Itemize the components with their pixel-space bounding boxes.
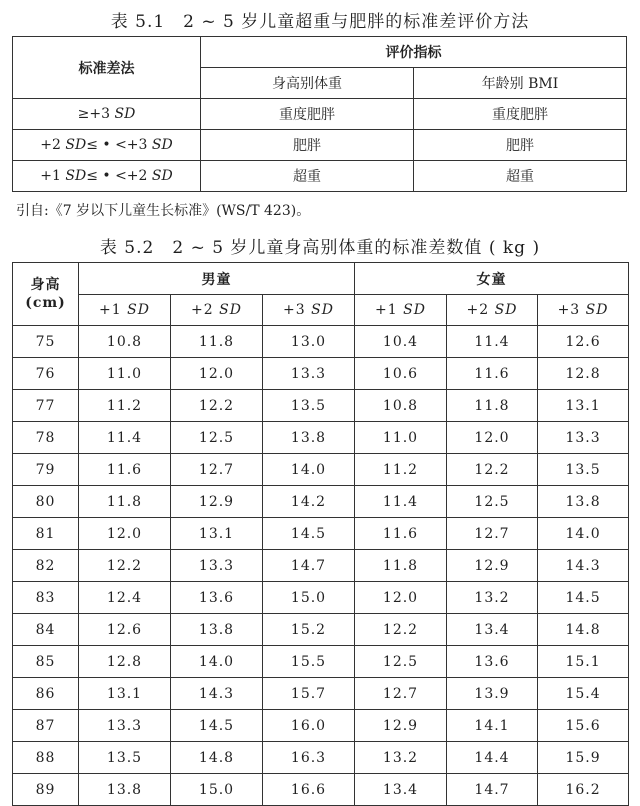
girls-sd3-cell: 12.6 bbox=[538, 326, 629, 358]
girls-sd1-cell: 11.4 bbox=[355, 486, 447, 518]
boys-sd1-cell: 11.4 bbox=[79, 422, 171, 454]
height-cell: 85 bbox=[13, 646, 79, 678]
boys-sd1-cell: 13.5 bbox=[79, 742, 171, 774]
bmi-for-age-header: 年龄别 BMI bbox=[414, 68, 627, 99]
boys-sd3-cell: 15.2 bbox=[263, 614, 355, 646]
weight-for-height-result: 超重 bbox=[201, 161, 414, 192]
boys-sd2-cell: 12.5 bbox=[171, 422, 263, 454]
boys-sd1-cell: 11.8 bbox=[79, 486, 171, 518]
girls-sd3-cell: 14.8 bbox=[538, 614, 629, 646]
boys-sd1-cell: 12.6 bbox=[79, 614, 171, 646]
boys-sd3-cell: 14.7 bbox=[263, 550, 355, 582]
weight-for-height-result: 肥胖 bbox=[201, 130, 414, 161]
height-cell: 77 bbox=[13, 390, 79, 422]
table-row bbox=[13, 358, 629, 390]
boys-sd3-cell: 13.0 bbox=[263, 326, 355, 358]
girls-sd2-cell: 12.9 bbox=[447, 550, 538, 582]
girls-sd2-cell: 11.6 bbox=[447, 358, 538, 390]
girls-sd3-cell: 15.6 bbox=[538, 710, 629, 742]
girls-sd2-cell: 13.9 bbox=[447, 678, 538, 710]
boys-sd1-cell: 11.6 bbox=[79, 454, 171, 486]
table-row bbox=[13, 454, 629, 486]
boys-sd2-cell: 13.1 bbox=[171, 518, 263, 550]
girls-header: 女童 bbox=[355, 263, 629, 295]
boys-sd1-cell: 13.1 bbox=[79, 678, 171, 710]
boys-sd1-cell: 12.2 bbox=[79, 550, 171, 582]
girls-sd2-cell: 13.2 bbox=[447, 582, 538, 614]
evaluation-index-header: 评价指标 bbox=[201, 37, 627, 68]
sd-condition: +2 SD≤ • <+3 SD bbox=[13, 130, 201, 161]
girls-sd2-cell: 14.4 bbox=[447, 742, 538, 774]
boys-sd3-cell: 15.7 bbox=[263, 678, 355, 710]
sd-condition: ≥+3 SD bbox=[13, 99, 201, 130]
boys-sd2-cell: 13.8 bbox=[171, 614, 263, 646]
height-cell: 86 bbox=[13, 678, 79, 710]
girls-sd2-cell: 12.2 bbox=[447, 454, 538, 486]
boys-sd1-cell: 11.2 bbox=[79, 390, 171, 422]
boys-sd2-cell: 12.2 bbox=[171, 390, 263, 422]
height-cell: 76 bbox=[13, 358, 79, 390]
boys-sd1-cell: 11.0 bbox=[79, 358, 171, 390]
boys-header: 男童 bbox=[79, 263, 355, 295]
girls-sd1-cell: 12.5 bbox=[355, 646, 447, 678]
height-cell: 89 bbox=[13, 774, 79, 806]
girls-sd3-cell: 14.5 bbox=[538, 582, 629, 614]
table-row bbox=[13, 710, 629, 742]
height-cell: 82 bbox=[13, 550, 79, 582]
boys-sd1-cell: 10.8 bbox=[79, 326, 171, 358]
girls-sd1-cell: 10.4 bbox=[355, 326, 447, 358]
table-row bbox=[13, 161, 627, 192]
table-row bbox=[13, 99, 627, 130]
height-cell: 75 bbox=[13, 326, 79, 358]
table-row bbox=[13, 422, 629, 454]
height-cell: 84 bbox=[13, 614, 79, 646]
boys-sd1-cell: 12.4 bbox=[79, 582, 171, 614]
girls-sd2-cell: 13.4 bbox=[447, 614, 538, 646]
girls-sd3-cell: 15.9 bbox=[538, 742, 629, 774]
method-header: 标准差法 bbox=[13, 37, 201, 99]
boys-sd3-cell: 13.8 bbox=[263, 422, 355, 454]
table-row bbox=[13, 130, 627, 161]
boys-sd2-cell: 14.3 bbox=[171, 678, 263, 710]
height-cell: 80 bbox=[13, 486, 79, 518]
girls-sd2-cell: 14.7 bbox=[447, 774, 538, 806]
boys-sd3-cell: 16.0 bbox=[263, 710, 355, 742]
girls-sd1-cell: 11.6 bbox=[355, 518, 447, 550]
boys-sd1-cell: 13.8 bbox=[79, 774, 171, 806]
boys-sd1-cell: 13.3 bbox=[79, 710, 171, 742]
height-header: 身高 (cm) bbox=[13, 263, 79, 326]
sd-column-header: +1 SD bbox=[355, 295, 447, 326]
table-row bbox=[13, 774, 629, 806]
boys-sd3-cell: 14.2 bbox=[263, 486, 355, 518]
girls-sd3-cell: 16.2 bbox=[538, 774, 629, 806]
table-row bbox=[13, 550, 629, 582]
girls-sd1-cell: 12.9 bbox=[355, 710, 447, 742]
girls-sd1-cell: 11.0 bbox=[355, 422, 447, 454]
sd-column-header: +2 SD bbox=[171, 295, 263, 326]
boys-sd1-cell: 12.0 bbox=[79, 518, 171, 550]
girls-sd1-cell: 11.2 bbox=[355, 454, 447, 486]
girls-sd3-cell: 13.1 bbox=[538, 390, 629, 422]
sd-column-header: +1 SD bbox=[79, 295, 171, 326]
girls-sd3-cell: 12.8 bbox=[538, 358, 629, 390]
sd-column-header: +3 SD bbox=[538, 295, 629, 326]
boys-sd3-cell: 13.5 bbox=[263, 390, 355, 422]
girls-sd1-cell: 12.7 bbox=[355, 678, 447, 710]
table-row bbox=[13, 742, 629, 774]
boys-sd2-cell: 14.5 bbox=[171, 710, 263, 742]
boys-sd2-cell: 12.9 bbox=[171, 486, 263, 518]
sd-column-header: +3 SD bbox=[263, 295, 355, 326]
boys-sd2-cell: 13.6 bbox=[171, 582, 263, 614]
girls-sd2-cell: 12.7 bbox=[447, 518, 538, 550]
table-row bbox=[13, 582, 629, 614]
girls-sd2-cell: 13.6 bbox=[447, 646, 538, 678]
boys-sd2-cell: 12.7 bbox=[171, 454, 263, 486]
height-cell: 81 bbox=[13, 518, 79, 550]
boys-sd2-cell: 13.3 bbox=[171, 550, 263, 582]
girls-sd2-cell: 11.8 bbox=[447, 390, 538, 422]
table-row bbox=[13, 518, 629, 550]
girls-sd3-cell: 14.0 bbox=[538, 518, 629, 550]
bmi-for-age-result: 超重 bbox=[414, 161, 627, 192]
height-cell: 79 bbox=[13, 454, 79, 486]
boys-sd3-cell: 16.3 bbox=[263, 742, 355, 774]
table2-caption: 表 5.2 2 ~ 5 岁儿童身高别体重的标准差数值 ( kg ) bbox=[99, 238, 541, 258]
boys-sd3-cell: 14.5 bbox=[263, 518, 355, 550]
table-row bbox=[13, 390, 629, 422]
weight-for-height-sd-table bbox=[12, 262, 629, 806]
boys-sd3-cell: 15.5 bbox=[263, 646, 355, 678]
boys-sd3-cell: 14.0 bbox=[263, 454, 355, 486]
boys-sd3-cell: 15.0 bbox=[263, 582, 355, 614]
boys-sd2-cell: 14.0 bbox=[171, 646, 263, 678]
source-citation: 引自:《7 岁以下儿童生长标准》(WS/T 423)。 bbox=[16, 203, 311, 219]
boys-sd2-cell: 12.0 bbox=[171, 358, 263, 390]
girls-sd3-cell: 13.8 bbox=[538, 486, 629, 518]
table-row bbox=[13, 646, 629, 678]
bmi-for-age-result: 重度肥胖 bbox=[414, 99, 627, 130]
boys-sd2-cell: 11.8 bbox=[171, 326, 263, 358]
girls-sd1-cell: 13.2 bbox=[355, 742, 447, 774]
weight-for-height-header: 身高别体重 bbox=[201, 68, 414, 99]
girls-sd2-cell: 11.4 bbox=[447, 326, 538, 358]
girls-sd1-cell: 12.2 bbox=[355, 614, 447, 646]
girls-sd1-cell: 12.0 bbox=[355, 582, 447, 614]
girls-sd1-cell: 13.4 bbox=[355, 774, 447, 806]
height-cell: 78 bbox=[13, 422, 79, 454]
table-row bbox=[13, 486, 629, 518]
table1-caption: 表 5.1 2 ~ 5 岁儿童超重与肥胖的标准差评价方法 bbox=[110, 12, 530, 32]
sd-condition: +1 SD≤ • <+2 SD bbox=[13, 161, 201, 192]
boys-sd2-cell: 15.0 bbox=[171, 774, 263, 806]
girls-sd3-cell: 13.5 bbox=[538, 454, 629, 486]
girls-sd1-cell: 10.8 bbox=[355, 390, 447, 422]
boys-sd2-cell: 14.8 bbox=[171, 742, 263, 774]
sd-column-header: +2 SD bbox=[447, 295, 538, 326]
obesity-evaluation-table bbox=[12, 36, 627, 192]
table-row bbox=[13, 614, 629, 646]
height-cell: 83 bbox=[13, 582, 79, 614]
height-cell: 88 bbox=[13, 742, 79, 774]
girls-sd2-cell: 12.5 bbox=[447, 486, 538, 518]
table-row bbox=[13, 326, 629, 358]
girls-sd3-cell: 15.1 bbox=[538, 646, 629, 678]
girls-sd3-cell: 13.3 bbox=[538, 422, 629, 454]
girls-sd3-cell: 14.3 bbox=[538, 550, 629, 582]
table-row bbox=[13, 678, 629, 710]
boys-sd3-cell: 13.3 bbox=[263, 358, 355, 390]
boys-sd1-cell: 12.8 bbox=[79, 646, 171, 678]
girls-sd1-cell: 10.6 bbox=[355, 358, 447, 390]
girls-sd1-cell: 11.8 bbox=[355, 550, 447, 582]
bmi-for-age-result: 肥胖 bbox=[414, 130, 627, 161]
boys-sd3-cell: 16.6 bbox=[263, 774, 355, 806]
girls-sd2-cell: 12.0 bbox=[447, 422, 538, 454]
weight-for-height-result: 重度肥胖 bbox=[201, 99, 414, 130]
girls-sd3-cell: 15.4 bbox=[538, 678, 629, 710]
height-cell: 87 bbox=[13, 710, 79, 742]
girls-sd2-cell: 14.1 bbox=[447, 710, 538, 742]
